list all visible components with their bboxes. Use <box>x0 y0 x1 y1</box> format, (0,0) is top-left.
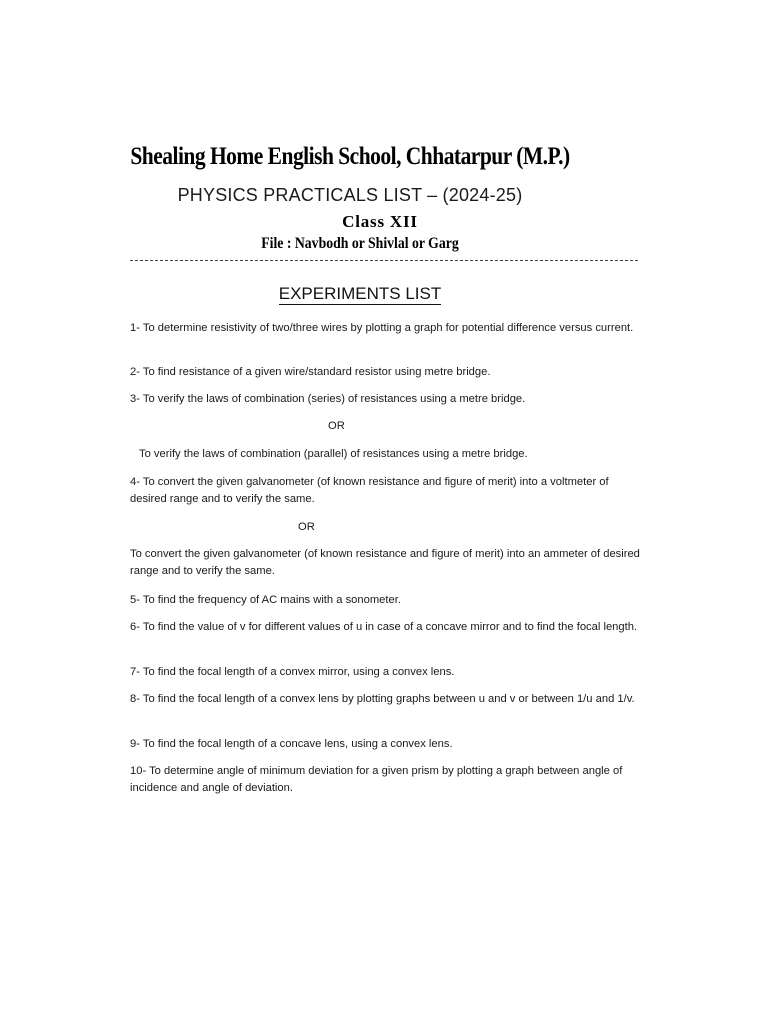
experiment-item: 5- To find the frequency of AC mains with a sonometer. <box>130 594 401 606</box>
experiment-item: 8- To find the focal length of a convex lens by plotting graphs between u and v or between 1/u and 1/v. <box>130 693 635 705</box>
or-separator: OR <box>328 420 345 432</box>
list-title: PHYSICS PRACTICALS LIST – (2024-25) <box>177 185 523 205</box>
experiment-item: 2- To find resistance of a given wire/standard resistor using metre bridge. <box>130 366 491 378</box>
school-name: Shealing Home English School, Chhatarpur (M.P.) <box>130 143 570 170</box>
section-heading-text: EXPERIMENTS LIST <box>278 284 442 303</box>
experiment-item: To convert the given galvanometer (of known resistance and figure of merit) into an ammeter of desired range and to verify the same. <box>130 548 640 577</box>
class-label: Class XII <box>342 212 418 231</box>
dashed-divider <box>130 260 638 261</box>
experiment-item: 4- To convert the given galvanometer (of known resistance and figure of merit) into a voltmeter of desired range and to verify the same. <box>130 476 609 505</box>
experiment-item: 10- To determine angle of minimum deviation for a given prism by plotting a graph between angle of incidence and angle of deviation. <box>130 765 623 794</box>
or-separator: OR <box>298 521 315 533</box>
file-label: File : Navbodh or Shivlal or Garg <box>261 235 459 252</box>
experiment-item: To verify the laws of combination (parallel) of resistances using a metre bridge. <box>139 448 528 460</box>
experiment-item: 6- To find the value of v for different values of u in case of a concave mirror and to find the focal length. <box>130 621 638 633</box>
experiment-item: 7- To find the focal length of a convex mirror, using a convex lens. <box>130 666 455 678</box>
section-heading <box>0 284 720 304</box>
experiment-item: 9- To find the focal length of a concave lens, using a convex lens. <box>130 738 453 750</box>
experiment-item: 3- To verify the laws of combination (series) of resistances using a metre bridge. <box>130 393 526 405</box>
experiment-item: 1- To determine resistivity of two/three wires by plotting a graph for potential difference versus current. <box>130 322 634 334</box>
